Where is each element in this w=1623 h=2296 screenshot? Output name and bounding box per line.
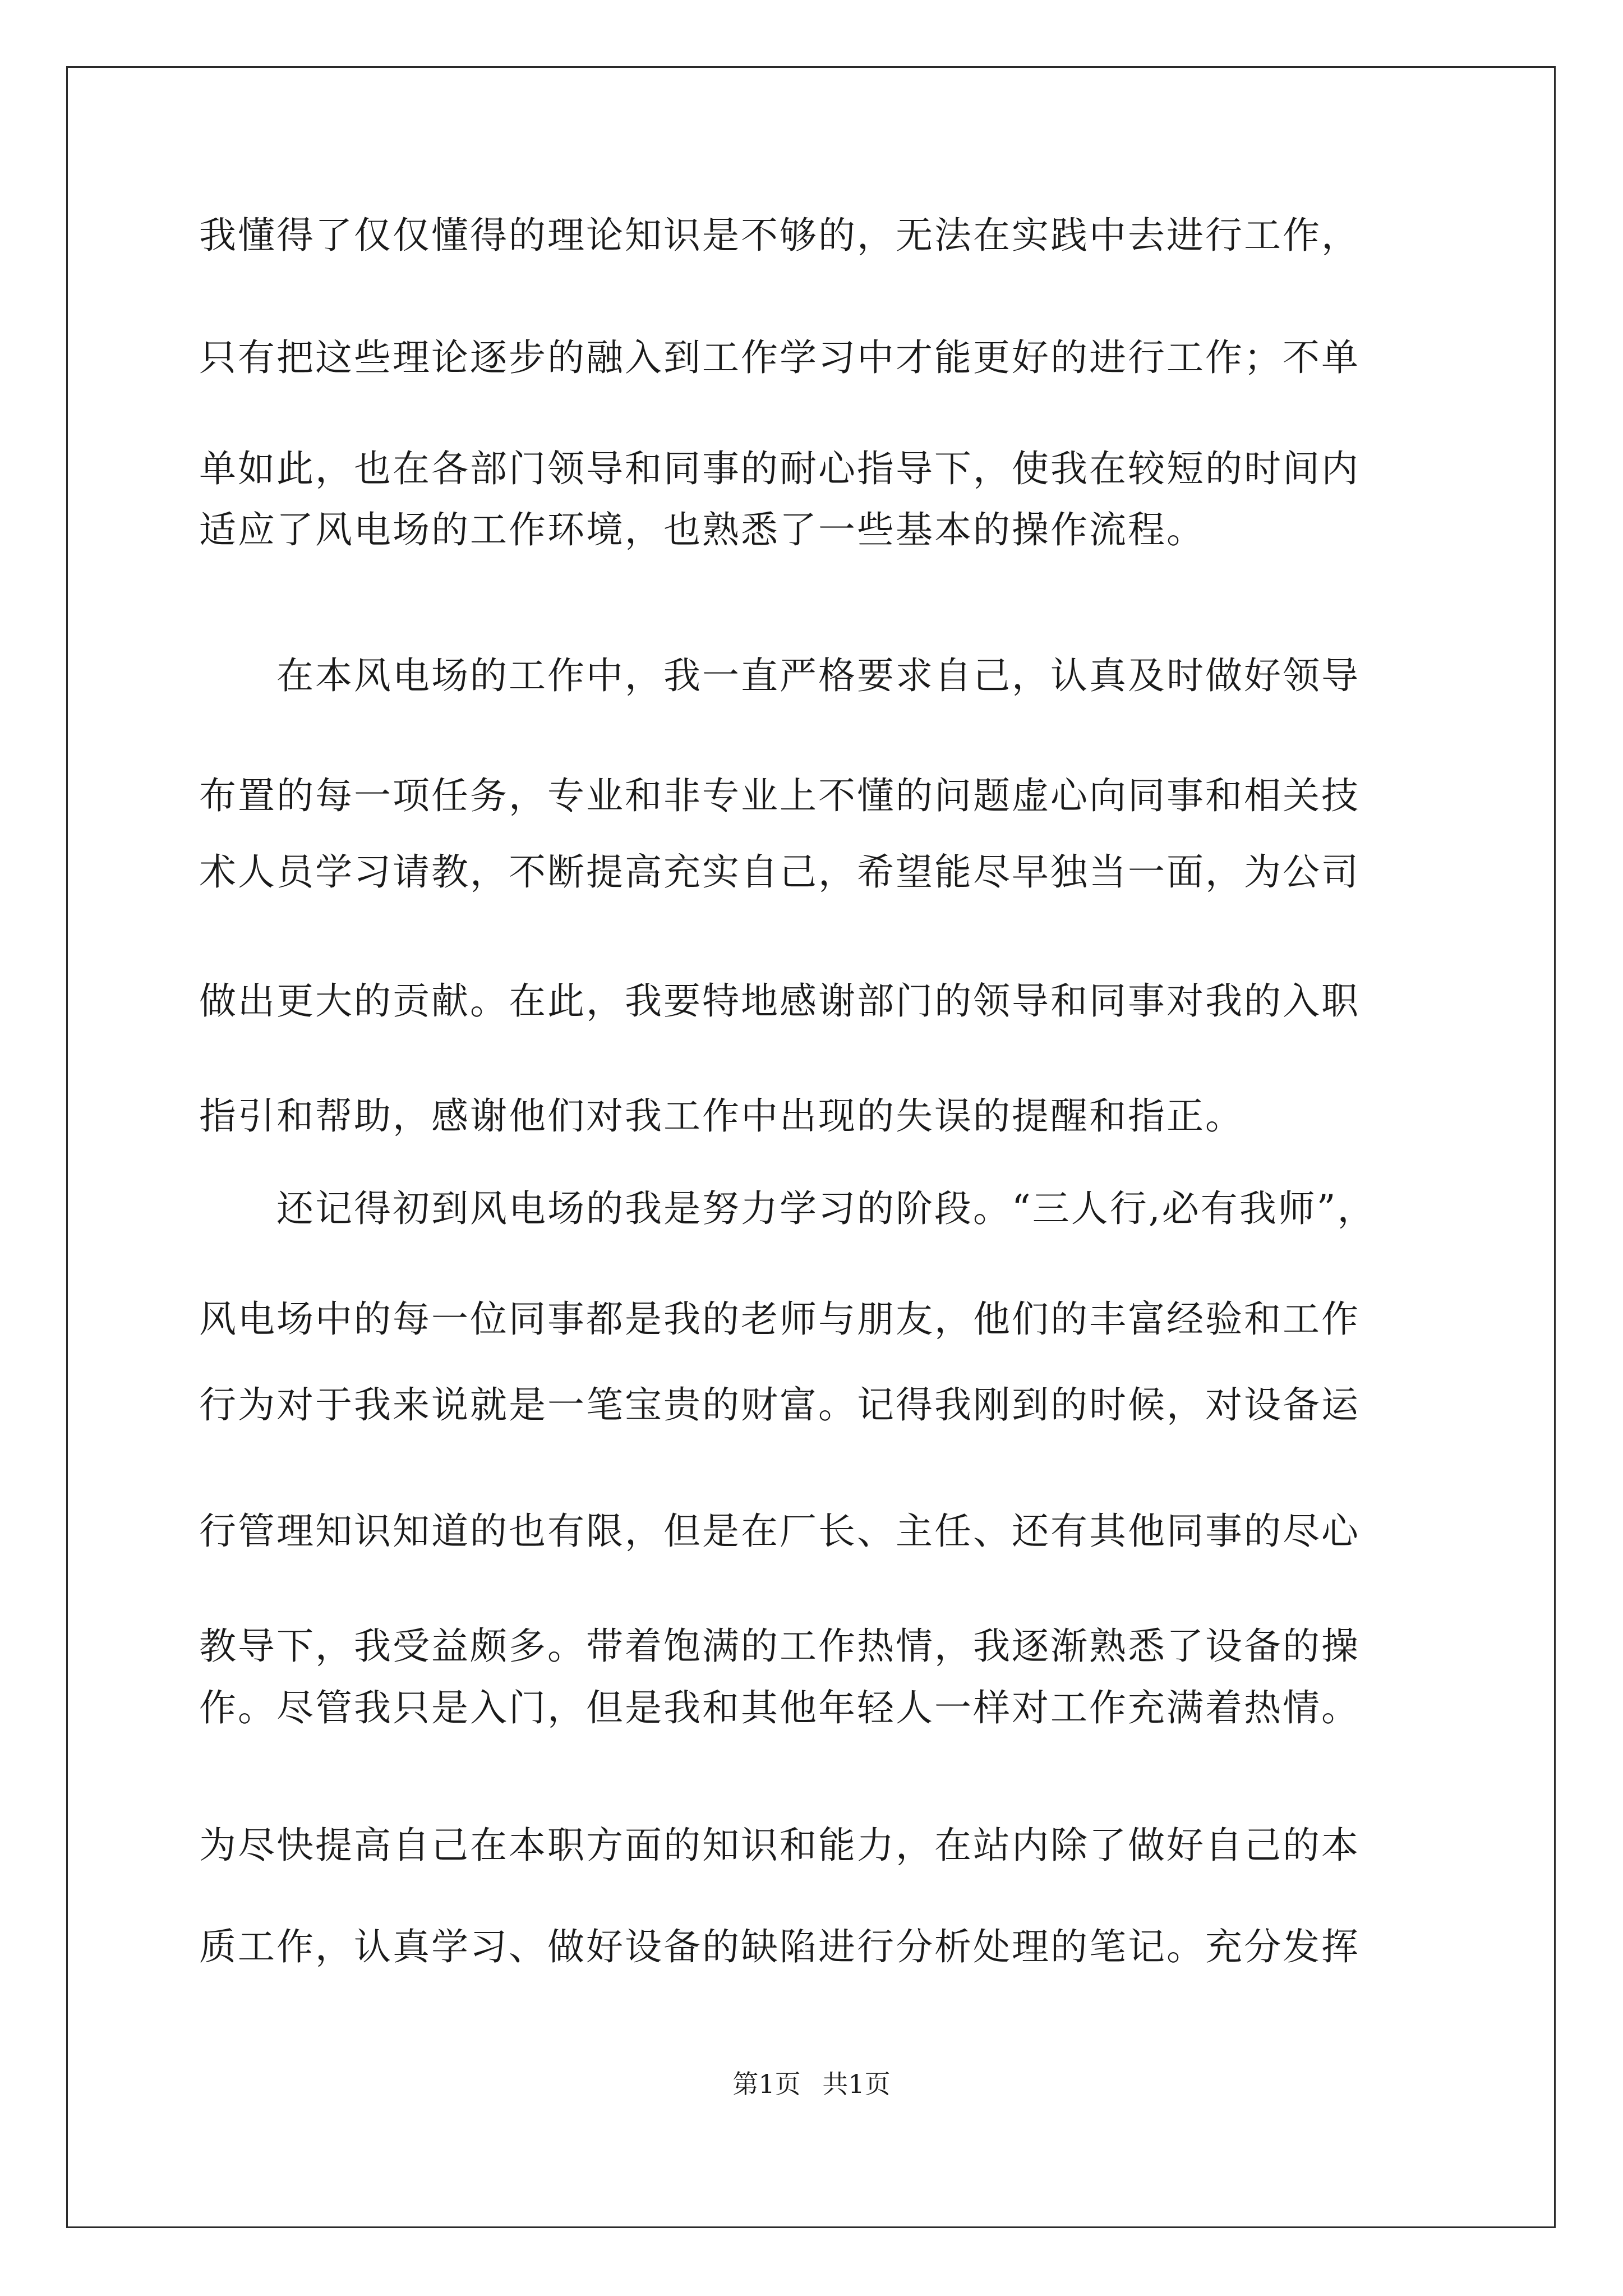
text-line: 单如此，也在各部门领导和同事的耐心指导下，使我在较短的时间内 (199, 447, 1360, 490)
text-line: 术人员学习请教，不断提高充实自己，希望能尽早独当一面，为公司 (199, 850, 1360, 894)
page-number: 第1页 (732, 2069, 801, 2099)
page-border (66, 66, 1556, 2228)
text-line: 布置的每一项任务，专业和非专业上不懂的问题虚心向同事和相关技 (199, 774, 1360, 817)
page-total: 共1页 (822, 2069, 891, 2099)
text-line: 行管理知识知道的也有限，但是在厂长、主任、还有其他同事的尽心 (199, 1510, 1360, 1553)
text-line: 做出更大的贡献。在此，我要特地感谢部门的领导和同事对我的入职 (199, 979, 1360, 1023)
page-footer (0, 2067, 1623, 2101)
text-line: 风电场中的每一位同事都是我的老师与朋友，他们的丰富经验和工作 (199, 1297, 1360, 1341)
text-line: 指引和帮助，感谢他们对我工作中出现的失误的提醒和指正。 (199, 1094, 1244, 1138)
text-line: 只有把这些理论逐步的融入到工作学习中才能更好的进行工作；不单 (199, 336, 1360, 379)
text-line: 适应了风电场的工作环境，也熟悉了一些基本的操作流程。 (199, 508, 1205, 551)
text-line: 质工作，认真学习、做好设备的缺陷进行分析处理的笔记。充分发挥 (199, 1925, 1360, 1968)
text-line: 还记得初到风电场的我是努力学习的阶段。“三人行,必有我师”， (199, 1187, 1376, 1230)
text-line: 在本风电场的工作中，我一直严格要求自己，认真及时做好领导 (199, 654, 1360, 697)
text-line: 为尽快提高自己在本职方面的知识和能力，在站内除了做好自己的本 (199, 1824, 1360, 1867)
text-line: 教导下，我受益颇多。带着饱满的工作热情，我逐渐熟悉了设备的操 (199, 1625, 1360, 1668)
text-line: 行为对于我来说就是一笔宝贵的财富。记得我刚到的时候，对设备运 (199, 1383, 1360, 1427)
text-line: 作。尽管我只是入门，但是我和其他年轻人一样对工作充满着热情。 (199, 1686, 1360, 1729)
text-line: 我懂得了仅仅懂得的理论知识是不够的，无法在实践中去进行工作， (199, 214, 1360, 257)
